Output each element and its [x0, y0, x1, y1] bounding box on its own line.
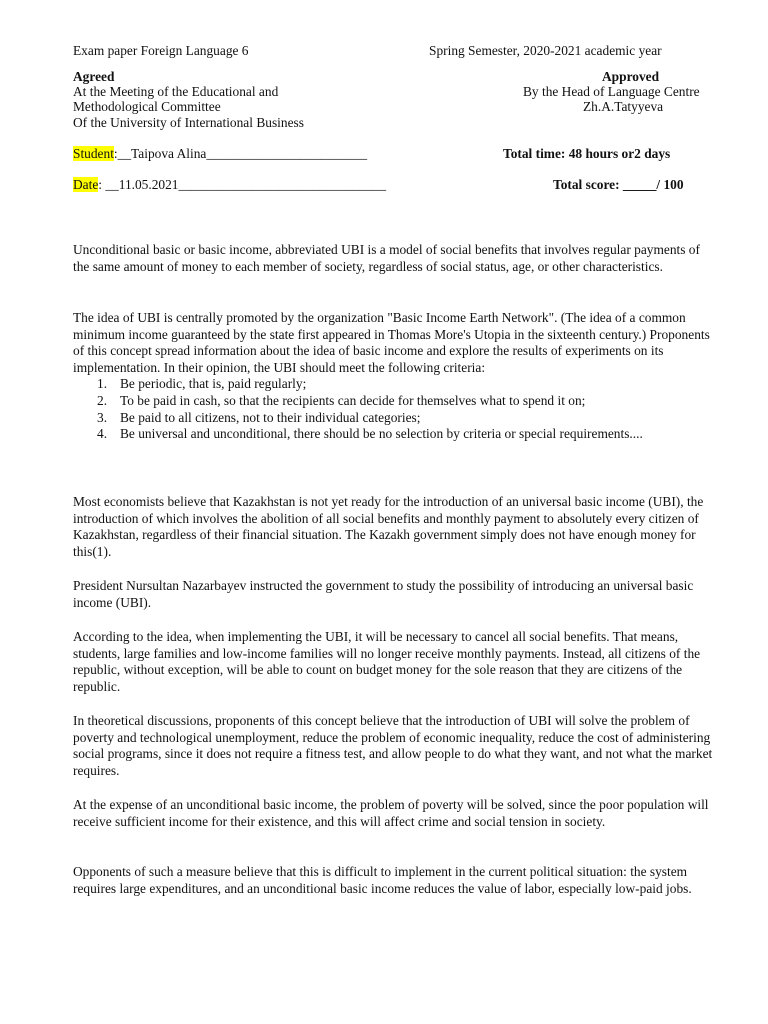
paragraph-4: President Nursultan Nazarbayev instructed the government to study the possibility of introducing an universal basic income (UBI). — [73, 578, 694, 610]
approved-label: Approved — [602, 69, 660, 84]
agreed-label: Agreed — [73, 69, 115, 84]
criteria-list — [73, 376, 718, 442]
total-time: Total time: 48 hours or2 days — [503, 146, 671, 161]
list-item: 3. Be paid to all citizens, not to their individual categories; — [97, 409, 421, 425]
agreed-line-2: Methodological Committee — [73, 99, 221, 114]
paragraph-6: In theoretical discussions, proponents of this concept believe that the introduction of UBI will solve the problem of poverty and technological unemployment, reduce the problem of economic inequality, reduce the cost of administering social programs, since it does not require a fitness test, and allow people to do what they want, and not what the market requires. — [73, 713, 713, 778]
date-value: : __11.05.2021_______________________________ — [98, 177, 387, 192]
agreed-line-1: At the Meeting of the Educational and — [73, 84, 279, 99]
student-row — [73, 146, 367, 163]
paragraph-1: Unconditional basic or basic income, abbreviated UBI is a model of social benefits that involves regular payments of the same amount of money to each member of society, regardless of social status, age, or other characteristics. — [73, 242, 700, 274]
paragraph-5: According to the idea, when implementing the UBI, it will be necessary to cancel all social benefits. That means, students, large families and low-income families will no longer receive monthly payments. Instead, all citizens of the republic, without exception, will be able to count on budget money for the sole reason that they are citizens of the republic. — [73, 629, 701, 694]
agreed-line-3: Of the University of International Business — [73, 115, 304, 130]
semester-info: Spring Semester, 2020-2021 academic year — [429, 43, 662, 58]
list-item: 2. To be paid in cash, so that the recipients can decide for themselves what to spend it on; — [97, 392, 586, 408]
student-label: Student — [73, 146, 114, 161]
list-item: 1. Be periodic, that is, paid regularly; — [97, 376, 307, 392]
approved-line-2: Zh.A.Tatyyeva — [583, 99, 664, 114]
total-score: Total score: _____/ 100 — [553, 177, 684, 192]
paragraph-3: Most economists believe that Kazakhstan is not yet ready for the introduction of an universal basic income (UBI), the introduction of which involves the abolition of all social benefits and monthly payment to absolutely every citizen of Kazakhstan, regardless of their financial situation. The Kazakh government simply does not have enough money for this(1). — [73, 494, 704, 559]
paragraph-7: At the expense of an unconditional basic income, the problem of poverty will be solved, since the poor population will receive sufficient income for their existence, and this will affect crime and social tension in society. — [73, 797, 709, 829]
date-label: Date — [73, 177, 99, 192]
paragraph-8: Opponents of such a measure believe that this is difficult to implement in the current political situation: the system requires large expenditures, and an unconditional basic income reduces the value of labor, especially low-paid jobs. — [73, 864, 692, 896]
approved-line-1: By the Head of Language Centre — [523, 84, 700, 99]
paragraph-2: The idea of UBI is centrally promoted by the organization "Basic Income Earth Network". (The idea of a common minimum income guaranteed by the state first appeared in Thomas More's Utopia in the sixteenth century.) Proponents of this concept spread information about the idea of basic income and explore the results of experiments on its implementation. In their opinion, the UBI should meet the following criteria: 1. Be periodic, that is, paid regularly; 2. To be paid in cash, so that the recipients can decide for themselves what to spend it on; 3. Be paid to all citizens, not to their individual categories; 4. Be universal and unconditional, there should be no selection by criteria or special requirements.... — [73, 310, 718, 443]
student-value: :__Taipova Alina________________________ — [113, 146, 368, 161]
exam-title: Exam paper Foreign Language 6 — [73, 43, 249, 58]
list-item: 4. Be universal and unconditional, there should be no selection by criteria or special requirements.... — [97, 426, 643, 442]
date-row — [73, 177, 386, 194]
